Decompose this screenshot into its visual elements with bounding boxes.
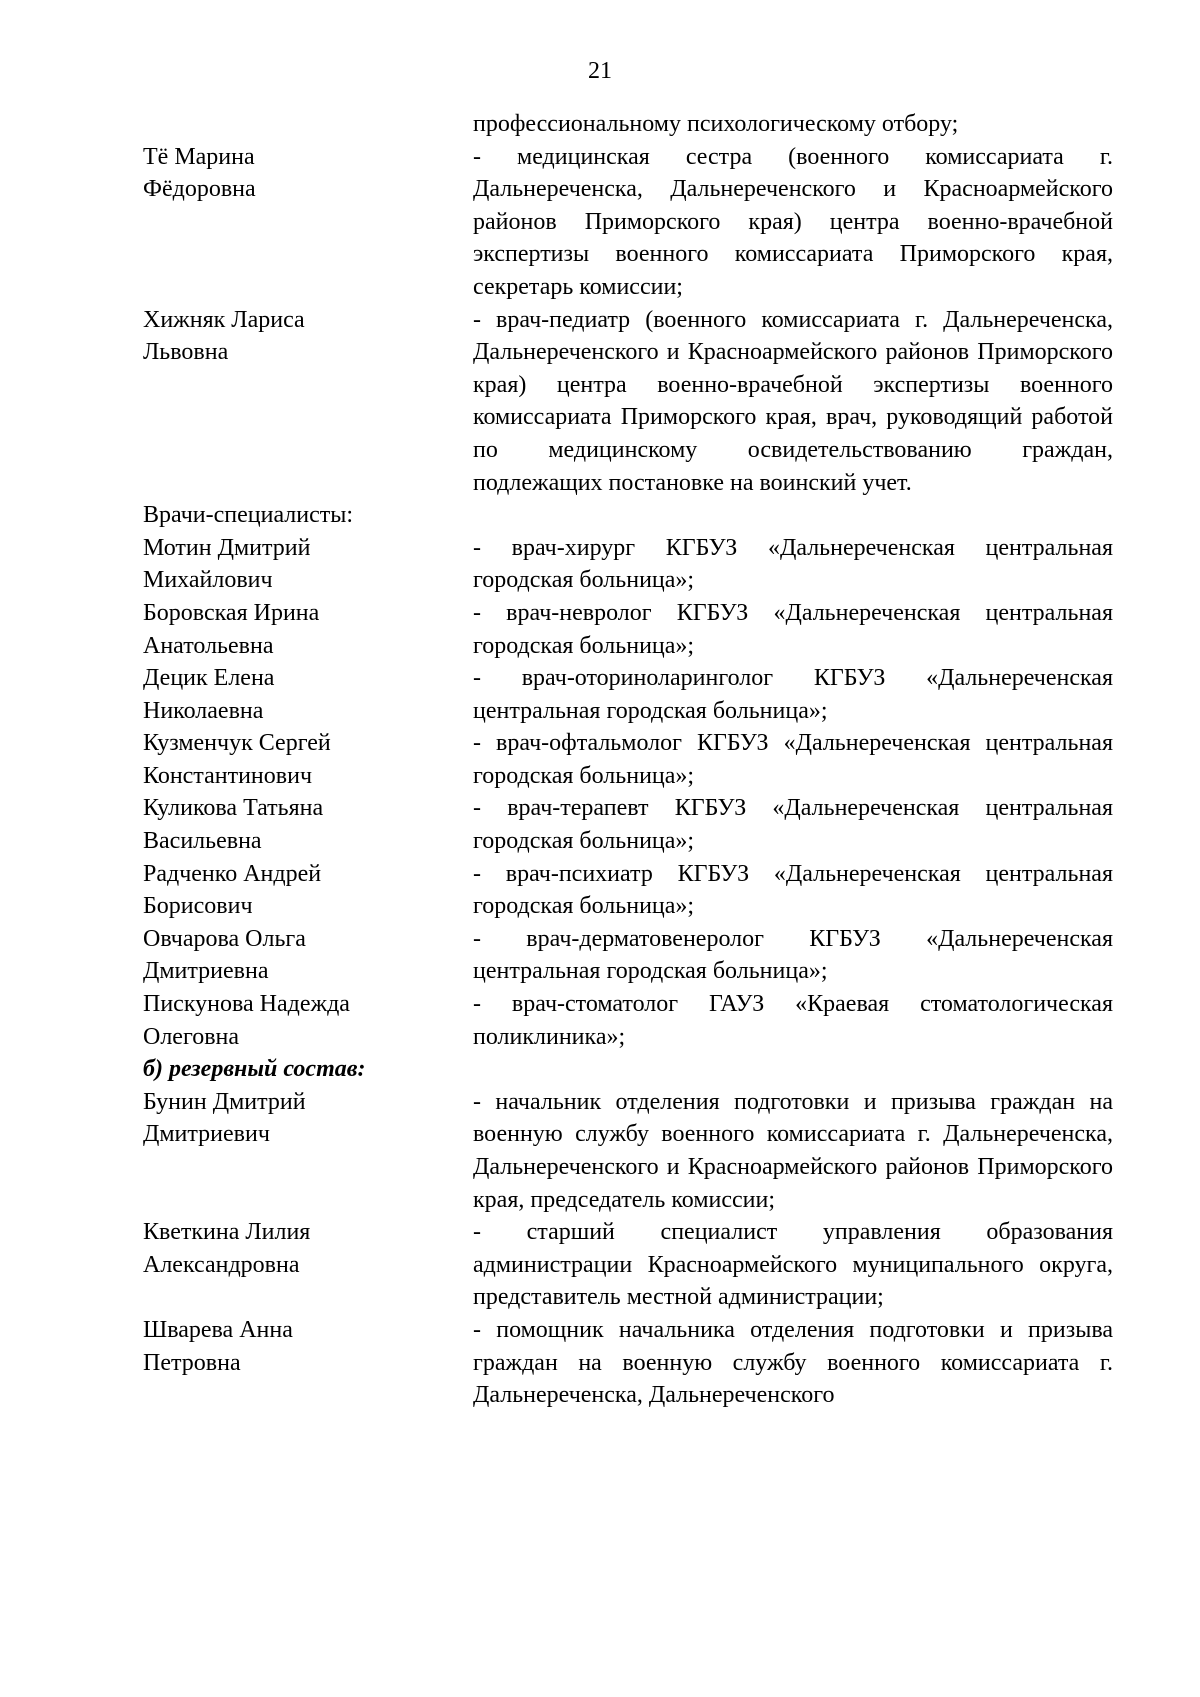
member-row [143, 304, 1113, 500]
specialist-row [143, 597, 1113, 662]
specialist-row [143, 792, 1113, 857]
specialist-role: - врач-невролог КГБУЗ «Дальнереченская центральная городская больница»; [473, 599, 1113, 659]
reserve-role: - помощник начальника отделения подготовки и призыва граждан на военную службу военного комиссариата г. Дальнереченска, Дальнереченского [473, 1316, 1113, 1409]
specialist-name: Кузменчук Сергей Константинович [143, 730, 331, 789]
specialist-role: - врач-психиатр КГБУЗ «Дальнереченская центральная городская больница»; [473, 860, 1113, 920]
specialist-name: Радченко Андрей Борисович [143, 860, 322, 920]
specialist-role: - врач-офтальмолог КГБУЗ «Дальнереченская центральная городская больница»; [473, 730, 1113, 789]
specialist-name: Боровская Ирина Анатольевна [143, 599, 320, 659]
member-name: Хижняк Лариса Львовна [143, 306, 305, 366]
member-name: Тё Марина Фёдоровна [143, 143, 256, 203]
specialist-role: - врач-стоматолог ГАУЗ «Краевая стоматологическая поликлиника»; [473, 991, 1113, 1050]
reserve-row [143, 1314, 1113, 1412]
continuation-row [143, 108, 1113, 141]
specialist-name: Куликова Татьяна Васильевна [143, 795, 324, 855]
specialist-row [143, 923, 1113, 988]
specialist-row [143, 662, 1113, 727]
reserve-role: - начальник отделения подготовки и призыва граждан на военную службу военного комиссариата г. Дальнереченска, Дальнереченского и Красноармейского районов Приморского края, председатель комиссии; [473, 1088, 1113, 1213]
specialist-name: Децик Елена Николаевна [143, 665, 275, 724]
specialist-row [143, 988, 1113, 1053]
member-role: - врач-педиатр (военного комиссариата г. Дальнереченска, Дальнереченского и Красноармейского районов Приморского края) центра военно-врачебной экспертизы военного комиссариата Приморского края, врач, руководящий работой по медицинскому освидетельствованию граждан, подлежащих постановке на воинский учет. [473, 306, 1113, 496]
specialist-role: - врач-оториноларинголог КГБУЗ «Дальнереченская центральная городская больница»; [473, 665, 1113, 724]
specialist-role: - врач-дерматовенеролог КГБУЗ «Дальнереченская центральная городская больница»; [473, 925, 1113, 985]
reserve-role: - старший специалист управления образования администрации Красноармейского муниципального округа, представитель местной администрации; [473, 1219, 1113, 1311]
specialists-heading: Врачи-специалисты: [143, 502, 354, 529]
specialist-row [143, 532, 1113, 597]
page-number: 21 [588, 58, 612, 84]
member-role: - медицинская сестра (военного комиссариата г. Дальнереченска, Дальнереченского и Красноармейского районов Приморского края) центра военно-врачебной экспертизы военного комиссариата Приморского края, секретарь комиссии; [473, 143, 1113, 300]
reserve-row [143, 1086, 1113, 1216]
reserve-heading: б) резервный состав: [143, 1056, 366, 1083]
commission-list [143, 108, 1113, 1412]
member-row [143, 141, 1113, 304]
specialist-row [143, 727, 1113, 792]
reserve-name: Бунин Дмитрий Дмитриевич [143, 1088, 306, 1148]
reserve-name: Шварева Анна Петровна [143, 1316, 293, 1376]
specialist-role: - врач-терапевт КГБУЗ «Дальнереченская центральная городская больница»; [473, 795, 1113, 855]
reserve-row [143, 1216, 1113, 1314]
specialist-row [143, 858, 1113, 923]
specialist-name: Пискунова Надежда Олеговна [143, 991, 350, 1050]
reserve-name: Кветкина Лилия Александровна [143, 1219, 311, 1278]
continuation-text: профессиональному психологическому отбору; [473, 111, 959, 137]
specialist-role: - врач-хирург КГБУЗ «Дальнереченская центральная городская больница»; [473, 534, 1113, 594]
specialist-name: Мотин Дмитрий Михайлович [143, 534, 311, 594]
specialist-name: Овчарова Ольга Дмитриевна [143, 925, 306, 985]
